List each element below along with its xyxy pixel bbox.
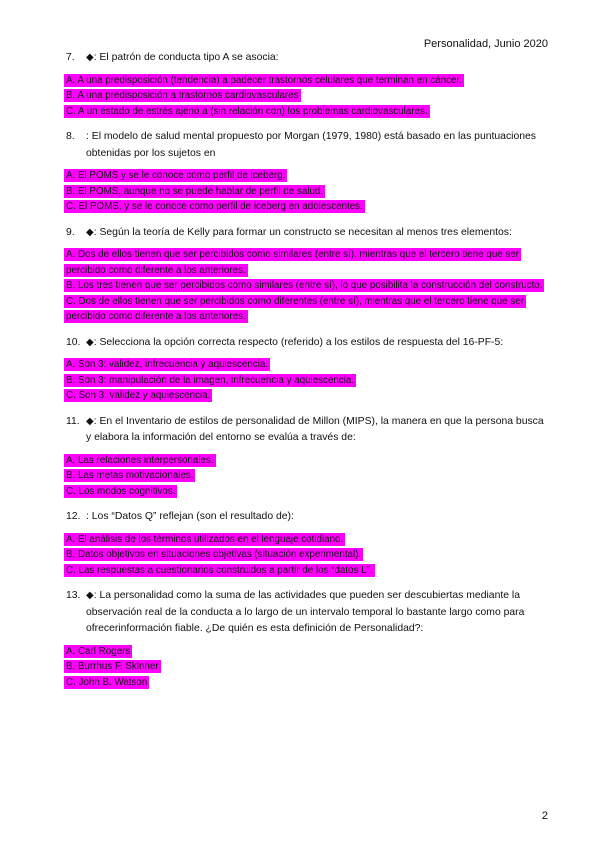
question-block (66, 588, 550, 690)
answer-option[interactable]: A. A una predisposición (tendencia) a padecer trastornos celulares que terminan en cáncer. (66, 74, 462, 86)
answer-options (64, 644, 550, 691)
question-text: : Selecciona la opción correcta respecto (referido) a los estilos de respuesta del 16-PF-5: (93, 336, 504, 348)
answer-options (64, 247, 550, 325)
question-block (66, 335, 550, 404)
question-block (66, 225, 550, 325)
question-number: 7. (66, 52, 75, 63)
question-number: 8. (66, 131, 75, 142)
diamond-icon: ◆ (86, 590, 94, 601)
question-stem (66, 225, 550, 242)
answer-option[interactable]: C. El POMS, y se le conoce como perfil de iceberg en adolescentes. (66, 201, 363, 212)
answer-option[interactable]: C. Son 3: validez y aquiescencia. (66, 390, 211, 401)
answer-option[interactable]: B. Son 3: manipulación de la imagen, infrecuencia y aquiescencia. (66, 374, 355, 386)
answer-option[interactable]: C. Los modos cognitivos. (66, 485, 176, 497)
answer-option[interactable]: C. Las respuestas a cuestionarios construidos a partir de los “datos L”. (66, 564, 373, 576)
answer-option[interactable]: A. Son 3: validez, infrecuencia y aquiescencia. (66, 359, 269, 370)
question-stem (66, 509, 550, 526)
question-block (66, 129, 550, 215)
answer-option[interactable]: A. El POMS y se le conoce como perfil de iceberg. (66, 170, 286, 181)
answer-options (64, 453, 550, 500)
question-stem (66, 335, 550, 352)
question-number: 13. (66, 590, 81, 601)
answer-option[interactable]: B. Las metas motivacionales. (66, 470, 194, 481)
diamond-icon: ◆ (86, 52, 94, 63)
answer-options (64, 168, 550, 215)
question-block (66, 50, 550, 119)
diamond-icon: ◆ (86, 226, 94, 238)
answer-options (64, 73, 550, 120)
answer-option[interactable]: A. Dos de ellos tienen que ser percibidos como similares (entre sí), mientras que el tercero tiene que ser percibido como diferente a los anteriores. (66, 249, 520, 276)
answer-option[interactable]: A. Carl Rogers (66, 645, 131, 657)
answer-option[interactable]: B. Datos objetivos en situaciones objetivas (situación experimental). (66, 549, 362, 560)
page-number: 2 (541, 810, 548, 822)
answer-options (64, 532, 550, 579)
question-text: : La personalidad como la suma de las actividades que pueden ser descubiertas mediante la observación real de la conducta a lo largo de un intervalo temporal lo bastante largo como para ofrecerinformación fiable. ¿De quién es esta definición de Personalidad?: (86, 590, 525, 634)
questions-list (66, 50, 550, 700)
question-block (66, 414, 550, 500)
question-number: 12. (66, 511, 81, 522)
answer-option[interactable]: B. Burrhus F. Skinner (66, 661, 159, 672)
question-text: : Según la teoría de Kelly para formar un constructo se necesitan al menos tres elementos: (93, 226, 512, 238)
question-stem (66, 50, 550, 67)
question-text: : El patrón de conducta tipo A se asocia: (93, 52, 279, 63)
question-stem (66, 588, 550, 638)
question-text: : En el Inventario de estilos de personalidad de Millon (MIPS), la manera en que la persona busca y elabora la información del entorno se evalúa a través de: (86, 415, 544, 443)
question-stem (66, 129, 550, 162)
question-number: 9. (66, 226, 75, 238)
answer-option[interactable]: B. A una predisposición a trastornos cardiovasculares (66, 90, 299, 101)
answer-option[interactable]: A. El análisis de los términos utilizados en el lenguaje cotidiano. (66, 533, 344, 545)
question-text: : El modelo de salud mental propuesto por Morgan (1979, 1980) está basado en las puntuaciones obtenidas por los sujetos en (86, 131, 536, 159)
question-stem (66, 414, 550, 447)
question-text: : Los “Datos Q” reflejan (son el resultado de): (86, 511, 294, 522)
answer-option[interactable]: C. A un estado de estrés ajeno a (sin relación con) los problemas cardiovasculares. (66, 105, 428, 117)
page-header: Personalidad, Junio 2020 (423, 38, 548, 50)
question-number: 10. (66, 336, 81, 348)
question-number: 11. (66, 415, 80, 427)
answer-option[interactable]: B. El POMS, aunque no se puede hablar de perfil de salud. (66, 185, 324, 197)
answer-option[interactable]: B. Los tres tienen que ser percibidos como similares (entre sí), lo que posibilita la construcción del constructo. (66, 280, 543, 291)
answer-options (64, 357, 550, 404)
answer-option[interactable]: C. Dos de ellos tienen que ser percibidos como diferentes (entre sí), mientras que el tercero tiene que ser percibido como diferente a los anteriores. (66, 295, 524, 322)
question-block (66, 509, 550, 578)
diamond-icon: ◆ (86, 415, 94, 427)
diamond-icon: ◆ (86, 336, 94, 348)
answer-option[interactable]: C. John B. Watson (66, 676, 148, 688)
answer-option[interactable]: A. Las relaciones interpersonales. (66, 454, 214, 466)
